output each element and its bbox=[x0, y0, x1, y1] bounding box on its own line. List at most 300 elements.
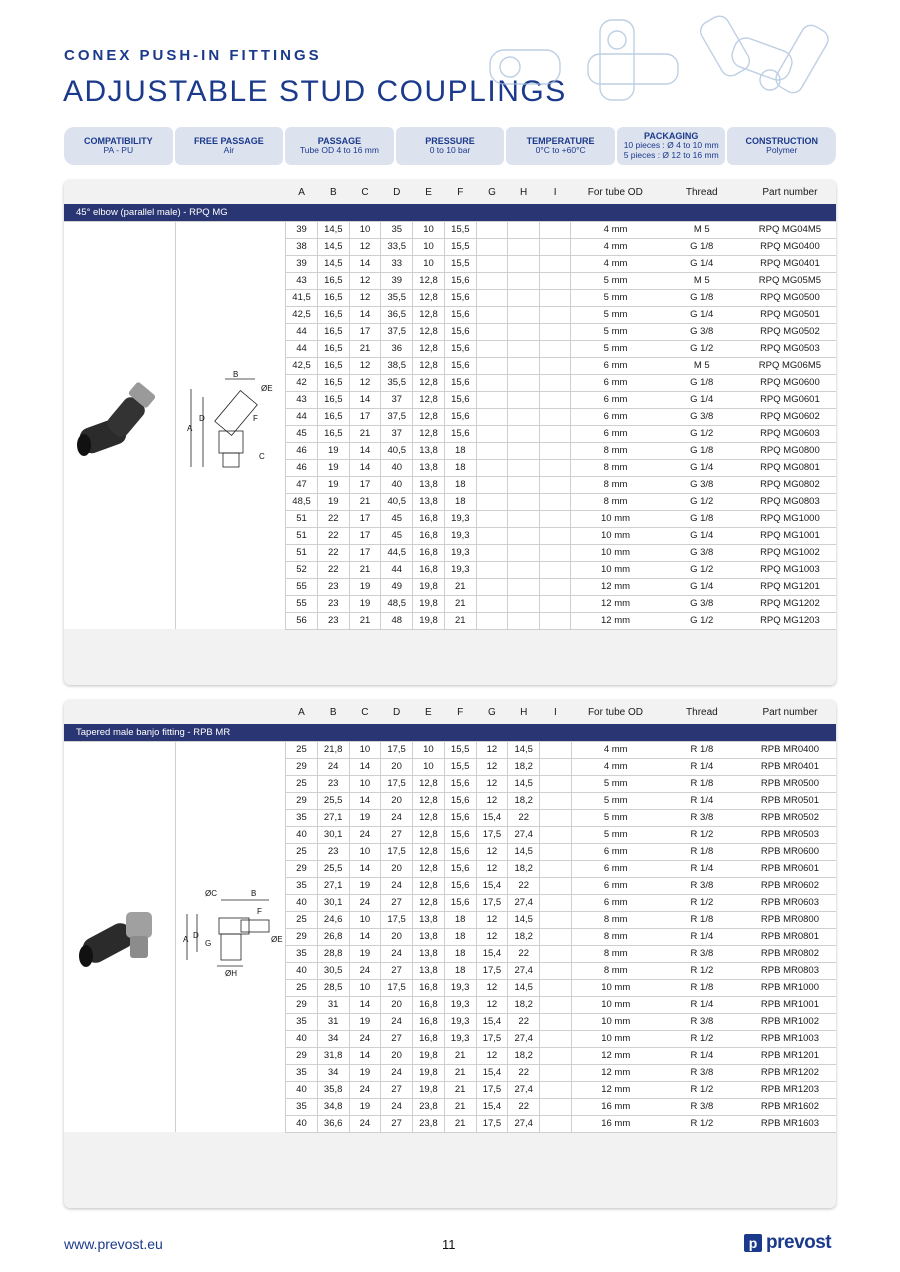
part-number-cell: RPQ MG1201 bbox=[744, 578, 836, 595]
tube-od-cell: 4 mm bbox=[571, 758, 660, 775]
dim-i-cell bbox=[540, 758, 571, 775]
dim-i-cell bbox=[539, 595, 571, 612]
tube-port bbox=[77, 434, 91, 456]
banjo-head bbox=[126, 912, 152, 938]
dim-b-cell: 34,8 bbox=[317, 1098, 349, 1115]
dim-d-cell: 24 bbox=[381, 945, 413, 962]
dim-i-cell bbox=[540, 741, 571, 758]
dim-e-cell: 12,8 bbox=[412, 775, 444, 792]
dim-b-cell: 23 bbox=[317, 595, 349, 612]
dimension-label: D bbox=[192, 931, 199, 941]
dim-e-cell: 13,8 bbox=[413, 459, 445, 476]
dim-e-cell: 12,8 bbox=[412, 826, 444, 843]
part-number-cell: RPB MR0802 bbox=[744, 945, 836, 962]
dim-d-cell: 40,5 bbox=[381, 442, 413, 459]
website-link[interactable]: www.prevost.eu bbox=[64, 1236, 163, 1252]
thread-outline bbox=[223, 453, 239, 467]
dim-i-cell bbox=[539, 408, 571, 425]
dim-f-cell: 15,6 bbox=[444, 340, 476, 357]
dim-i-cell bbox=[540, 1047, 571, 1064]
dim-f-cell: 15,6 bbox=[444, 792, 476, 809]
dim-i-cell bbox=[540, 945, 571, 962]
thread-cell: R 1/8 bbox=[660, 911, 744, 928]
dim-b-cell: 22 bbox=[317, 544, 349, 561]
dim-g-cell: 12 bbox=[476, 775, 508, 792]
dim-f-cell: 18 bbox=[444, 962, 476, 979]
dim-e-cell: 16,8 bbox=[413, 544, 445, 561]
dim-c-cell: 14 bbox=[349, 459, 381, 476]
thread-cell: R 1/2 bbox=[660, 826, 744, 843]
tube-od-cell: 6 mm bbox=[571, 408, 660, 425]
tube-port bbox=[79, 945, 93, 967]
dim-g-cell bbox=[476, 221, 508, 238]
dim-b-cell: 28,8 bbox=[317, 945, 349, 962]
dim-h-cell bbox=[508, 527, 540, 544]
tube-od-cell: 4 mm bbox=[571, 255, 660, 272]
dim-f-cell: 18 bbox=[444, 493, 476, 510]
dim-h-cell bbox=[508, 493, 540, 510]
dim-b-cell: 34 bbox=[317, 1030, 349, 1047]
part-number-cell: RPB MR1001 bbox=[744, 996, 836, 1013]
dim-i-cell bbox=[540, 877, 571, 894]
parts-table-rpq-mg bbox=[64, 180, 836, 630]
dim-a-cell: 45 bbox=[286, 425, 318, 442]
dim-e-cell: 13,8 bbox=[413, 493, 445, 510]
thread-cell: G 1/8 bbox=[660, 510, 744, 527]
dim-c-cell: 19 bbox=[349, 578, 381, 595]
dim-d-cell: 20 bbox=[381, 792, 413, 809]
part-number-cell: RPQ MG1002 bbox=[744, 544, 836, 561]
dim-b-cell: 19 bbox=[317, 493, 349, 510]
dim-d-cell: 27 bbox=[381, 1115, 413, 1132]
dim-e-cell: 12,8 bbox=[412, 894, 444, 911]
dim-b-cell: 19 bbox=[317, 476, 349, 493]
dim-b-cell: 25,5 bbox=[317, 792, 349, 809]
dim-e-cell: 12,8 bbox=[413, 340, 445, 357]
dim-c-cell: 17 bbox=[349, 544, 381, 561]
dim-a-cell: 42,5 bbox=[286, 357, 318, 374]
dim-h-cell: 27,4 bbox=[508, 826, 540, 843]
part-number-cell: RPB MR0800 bbox=[744, 911, 836, 928]
dim-a-cell: 25 bbox=[286, 843, 318, 860]
dim-i-cell bbox=[539, 255, 571, 272]
dim-g-cell: 12 bbox=[476, 741, 508, 758]
dim-b-cell: 30,1 bbox=[317, 894, 349, 911]
dim-b-cell: 22 bbox=[317, 561, 349, 578]
dim-d-cell: 24 bbox=[381, 809, 413, 826]
thread-cell: G 1/8 bbox=[660, 374, 744, 391]
table-header-row bbox=[64, 700, 836, 724]
dim-e-cell: 12,8 bbox=[412, 843, 444, 860]
dim-h-cell bbox=[508, 221, 540, 238]
dim-d-cell: 37,5 bbox=[381, 408, 413, 425]
part-number-cell: RPQ MG0502 bbox=[744, 323, 836, 340]
spec-label: PACKAGING bbox=[644, 131, 699, 142]
dim-f-cell: 18 bbox=[444, 476, 476, 493]
dim-a-cell: 42 bbox=[286, 374, 318, 391]
dim-e-cell: 10 bbox=[412, 758, 444, 775]
dim-g-cell bbox=[476, 340, 508, 357]
dim-g-cell bbox=[476, 255, 508, 272]
dim-c-cell: 21 bbox=[349, 493, 381, 510]
banjo-fitting-photo bbox=[70, 890, 170, 980]
column-header: Thread bbox=[686, 706, 718, 718]
dimension-label: C bbox=[258, 451, 265, 461]
dim-d-cell: 37 bbox=[381, 425, 413, 442]
dim-i-cell bbox=[539, 340, 571, 357]
spec-label: COMPATIBILITY bbox=[83, 135, 153, 146]
tube-od-cell: 8 mm bbox=[571, 962, 660, 979]
dim-a-cell: 56 bbox=[286, 612, 318, 629]
dim-g-cell bbox=[476, 425, 508, 442]
dim-i-cell bbox=[540, 792, 571, 809]
tube-od-cell: 10 mm bbox=[571, 544, 660, 561]
dim-f-cell: 19,3 bbox=[444, 996, 476, 1013]
part-number-cell: RPB MR0601 bbox=[744, 860, 836, 877]
dim-i-cell bbox=[539, 306, 571, 323]
dim-b-cell: 16,5 bbox=[317, 340, 349, 357]
dim-a-cell: 44 bbox=[286, 340, 318, 357]
thread-cell: R 3/8 bbox=[660, 809, 744, 826]
part-number-cell: RPQ MG1003 bbox=[744, 561, 836, 578]
tube-od-cell: 12 mm bbox=[571, 578, 660, 595]
dim-d-cell: 48,5 bbox=[381, 595, 413, 612]
fittings-illustration bbox=[470, 10, 850, 115]
thread-cell: G 1/4 bbox=[660, 578, 744, 595]
dim-b-cell: 24,6 bbox=[317, 911, 349, 928]
dim-c-cell: 24 bbox=[349, 1030, 381, 1047]
dim-a-cell: 25 bbox=[286, 775, 318, 792]
dim-c-cell: 10 bbox=[349, 741, 381, 758]
dim-d-cell: 17,5 bbox=[381, 911, 413, 928]
dim-f-cell: 18 bbox=[444, 945, 476, 962]
dim-g-cell: 17,5 bbox=[476, 962, 508, 979]
thread-cell: G 1/4 bbox=[660, 391, 744, 408]
dim-f-cell: 19,3 bbox=[444, 1030, 476, 1047]
dim-g-cell bbox=[476, 374, 508, 391]
dim-d-cell: 39 bbox=[381, 272, 413, 289]
dim-g-cell bbox=[476, 527, 508, 544]
dim-i-cell bbox=[539, 493, 571, 510]
thread-cell: R 1/4 bbox=[660, 860, 744, 877]
dim-g-cell bbox=[476, 510, 508, 527]
column-header: E bbox=[425, 706, 432, 718]
dim-f-cell: 21 bbox=[444, 1047, 476, 1064]
dim-d-cell: 20 bbox=[381, 1047, 413, 1064]
dim-b-cell: 16,5 bbox=[317, 357, 349, 374]
dim-d-cell: 35,5 bbox=[381, 289, 413, 306]
dim-g-cell: 12 bbox=[476, 843, 508, 860]
dim-d-cell: 48 bbox=[381, 612, 413, 629]
dim-e-cell: 19,8 bbox=[412, 1064, 444, 1081]
tube-od-cell: 4 mm bbox=[571, 221, 660, 238]
dim-f-cell: 15,6 bbox=[444, 408, 476, 425]
product-photo-cell bbox=[64, 221, 176, 629]
table-panel-rpb-mr bbox=[64, 700, 836, 1208]
section-title-row bbox=[64, 204, 836, 221]
dim-h-cell bbox=[508, 323, 540, 340]
dim-h-cell bbox=[508, 238, 540, 255]
dim-h-cell bbox=[508, 357, 540, 374]
dim-a-cell: 40 bbox=[286, 1081, 318, 1098]
tube-od-cell: 5 mm bbox=[571, 340, 660, 357]
dim-g-cell bbox=[476, 408, 508, 425]
dim-g-cell: 12 bbox=[476, 1047, 508, 1064]
tube-od-cell: 5 mm bbox=[571, 792, 660, 809]
dim-h-cell: 18,2 bbox=[508, 928, 540, 945]
dim-g-cell: 12 bbox=[476, 860, 508, 877]
dim-i-cell bbox=[539, 578, 571, 595]
tube-od-cell: 5 mm bbox=[571, 289, 660, 306]
column-header: G bbox=[488, 186, 496, 198]
thread-cell: G 1/4 bbox=[660, 255, 744, 272]
part-number-cell: RPQ MG1203 bbox=[744, 612, 836, 629]
dim-d-cell: 37,5 bbox=[381, 323, 413, 340]
dim-c-cell: 24 bbox=[349, 1115, 381, 1132]
tube-od-cell: 10 mm bbox=[571, 561, 660, 578]
thread-cell: G 1/4 bbox=[660, 527, 744, 544]
tube-od-cell: 4 mm bbox=[571, 238, 660, 255]
dim-c-cell: 21 bbox=[349, 561, 381, 578]
part-number-cell: RPQ MG0601 bbox=[744, 391, 836, 408]
dim-h-cell bbox=[508, 272, 540, 289]
dim-c-cell: 10 bbox=[349, 775, 381, 792]
dim-i-cell bbox=[539, 374, 571, 391]
dim-h-cell: 27,4 bbox=[508, 1115, 540, 1132]
dim-a-cell: 40 bbox=[286, 826, 318, 843]
page-number: 11 bbox=[442, 1237, 456, 1252]
dim-c-cell: 19 bbox=[349, 1013, 381, 1030]
thread-cell: R 1/4 bbox=[660, 996, 744, 1013]
header-image-spacer bbox=[64, 180, 286, 204]
dim-b-cell: 19 bbox=[317, 442, 349, 459]
dim-h-cell bbox=[508, 306, 540, 323]
dim-d-cell: 17,5 bbox=[381, 979, 413, 996]
dim-a-cell: 41,5 bbox=[286, 289, 318, 306]
part-number-cell: RPQ MG1001 bbox=[744, 527, 836, 544]
thread-cell: G 3/8 bbox=[660, 476, 744, 493]
dim-i-cell bbox=[540, 843, 571, 860]
dim-d-cell: 36,5 bbox=[381, 306, 413, 323]
dim-i-cell bbox=[540, 894, 571, 911]
tube-od-cell: 5 mm bbox=[571, 323, 660, 340]
dim-b-cell: 26,8 bbox=[317, 928, 349, 945]
dim-c-cell: 17 bbox=[349, 510, 381, 527]
dim-i-cell bbox=[539, 476, 571, 493]
part-number-cell: RPQ MG1000 bbox=[744, 510, 836, 527]
tube-od-cell: 5 mm bbox=[571, 826, 660, 843]
dim-c-cell: 24 bbox=[349, 962, 381, 979]
dim-g-cell: 17,5 bbox=[476, 894, 508, 911]
dim-g-cell: 17,5 bbox=[476, 1030, 508, 1047]
header-image-spacer bbox=[64, 700, 286, 724]
dim-i-cell bbox=[540, 1098, 571, 1115]
dim-f-cell: 19,3 bbox=[444, 1013, 476, 1030]
dim-h-cell: 22 bbox=[508, 809, 540, 826]
thread-cell: G 1/2 bbox=[660, 612, 744, 629]
banjo-outline bbox=[219, 918, 249, 934]
part-number-cell: RPQ MG0800 bbox=[744, 442, 836, 459]
dim-a-cell: 25 bbox=[286, 979, 318, 996]
column-header: Part number bbox=[762, 186, 818, 198]
dim-e-cell: 16,8 bbox=[413, 510, 445, 527]
tube-od-cell: 10 mm bbox=[571, 996, 660, 1013]
dim-i-cell bbox=[540, 1030, 571, 1047]
dim-c-cell: 21 bbox=[349, 612, 381, 629]
dimension-label: F bbox=[256, 907, 262, 917]
dim-a-cell: 35 bbox=[286, 877, 318, 894]
dim-f-cell: 21 bbox=[444, 595, 476, 612]
table-row bbox=[64, 221, 836, 238]
part-number-cell: RPB MR0401 bbox=[744, 758, 836, 775]
dim-b-cell: 28,5 bbox=[317, 979, 349, 996]
part-number-cell: RPB MR0801 bbox=[744, 928, 836, 945]
dim-c-cell: 10 bbox=[349, 911, 381, 928]
dim-c-cell: 19 bbox=[349, 877, 381, 894]
dim-e-cell: 16,8 bbox=[412, 979, 444, 996]
dim-e-cell: 12,8 bbox=[413, 425, 445, 442]
dim-a-cell: 35 bbox=[286, 1013, 318, 1030]
thread-cell: M 5 bbox=[660, 221, 744, 238]
column-header: A bbox=[298, 706, 305, 718]
dim-e-cell: 19,8 bbox=[412, 1081, 444, 1098]
part-number-cell: RPQ MG0401 bbox=[744, 255, 836, 272]
dim-d-cell: 40 bbox=[381, 459, 413, 476]
dim-c-cell: 12 bbox=[349, 238, 381, 255]
dim-g-cell: 15,4 bbox=[476, 1013, 508, 1030]
dimension-label: A bbox=[186, 423, 193, 433]
part-number-cell: RPB MR0600 bbox=[744, 843, 836, 860]
dim-e-cell: 12,8 bbox=[413, 306, 445, 323]
dim-h-cell: 18,2 bbox=[508, 860, 540, 877]
prevost-logo bbox=[744, 1232, 831, 1254]
dim-f-cell: 15,5 bbox=[444, 741, 476, 758]
column-header: D bbox=[393, 186, 401, 198]
dim-e-cell: 13,8 bbox=[412, 945, 444, 962]
dim-e-cell: 13,8 bbox=[413, 476, 445, 493]
dim-f-cell: 18 bbox=[444, 928, 476, 945]
dim-d-cell: 27 bbox=[381, 894, 413, 911]
table-header-row bbox=[64, 180, 836, 204]
dim-a-cell: 29 bbox=[286, 860, 318, 877]
dim-g-cell: 15,4 bbox=[476, 1098, 508, 1115]
dim-e-cell: 12,8 bbox=[413, 408, 445, 425]
dim-b-cell: 25,5 bbox=[317, 860, 349, 877]
dim-b-cell: 16,5 bbox=[317, 425, 349, 442]
thread-cell: G 1/8 bbox=[660, 238, 744, 255]
part-number-cell: RPQ MG0802 bbox=[744, 476, 836, 493]
dim-b-cell: 16,5 bbox=[317, 306, 349, 323]
dim-d-cell: 20 bbox=[381, 996, 413, 1013]
part-number-cell: RPQ MG0600 bbox=[744, 374, 836, 391]
elbow-45-dimension-drawing bbox=[181, 369, 281, 479]
column-header: C bbox=[361, 706, 369, 718]
dim-g-cell: 15,4 bbox=[476, 877, 508, 894]
tube-od-cell: 8 mm bbox=[571, 911, 660, 928]
thread-cell: G 3/8 bbox=[660, 408, 744, 425]
tube-od-cell: 8 mm bbox=[571, 928, 660, 945]
dim-e-cell: 16,8 bbox=[412, 996, 444, 1013]
part-number-cell: RPB MR1201 bbox=[744, 1047, 836, 1064]
spec-label: TEMPERATURE bbox=[526, 135, 595, 146]
dim-g-cell: 17,5 bbox=[476, 1115, 508, 1132]
dim-a-cell: 46 bbox=[286, 442, 318, 459]
dim-f-cell: 15,6 bbox=[444, 425, 476, 442]
thread-cell: R 3/8 bbox=[660, 1013, 744, 1030]
dim-a-cell: 44 bbox=[286, 323, 318, 340]
tube-od-cell: 10 mm bbox=[571, 527, 660, 544]
dim-h-cell: 22 bbox=[508, 1064, 540, 1081]
dim-h-cell bbox=[508, 340, 540, 357]
dim-g-cell bbox=[476, 391, 508, 408]
thread-cell: R 1/2 bbox=[660, 1081, 744, 1098]
dim-f-cell: 15,6 bbox=[444, 306, 476, 323]
part-number-cell: RPQ MG1202 bbox=[744, 595, 836, 612]
dim-b-cell: 16,5 bbox=[317, 391, 349, 408]
dim-g-cell: 15,4 bbox=[476, 809, 508, 826]
dim-c-cell: 12 bbox=[349, 289, 381, 306]
logo-text: prevost bbox=[766, 1232, 832, 1253]
column-header: For tube OD bbox=[587, 706, 643, 718]
dim-g-cell: 12 bbox=[476, 792, 508, 809]
dim-i-cell bbox=[540, 775, 571, 792]
dim-f-cell: 21 bbox=[444, 1064, 476, 1081]
part-number-cell: RPB MR1603 bbox=[744, 1115, 836, 1132]
tube-od-cell: 8 mm bbox=[571, 476, 660, 493]
dim-h-cell: 18,2 bbox=[508, 996, 540, 1013]
dim-b-cell: 34 bbox=[317, 1064, 349, 1081]
dim-d-cell: 37 bbox=[381, 391, 413, 408]
spec-compatibility bbox=[64, 127, 173, 165]
dim-e-cell: 13,8 bbox=[412, 962, 444, 979]
dim-e-cell: 19,8 bbox=[412, 1047, 444, 1064]
dim-e-cell: 16,8 bbox=[412, 1013, 444, 1030]
dim-i-cell bbox=[540, 1013, 571, 1030]
dim-f-cell: 21 bbox=[444, 578, 476, 595]
dim-f-cell: 21 bbox=[444, 1115, 476, 1132]
part-number-cell: RPQ MG0501 bbox=[744, 306, 836, 323]
dim-b-cell: 31 bbox=[317, 996, 349, 1013]
dim-f-cell: 15,5 bbox=[444, 255, 476, 272]
dim-g-cell: 15,4 bbox=[476, 1064, 508, 1081]
dim-b-cell: 35,8 bbox=[317, 1081, 349, 1098]
dim-h-cell bbox=[508, 578, 540, 595]
dim-c-cell: 14 bbox=[349, 928, 381, 945]
page-title: ADJUSTABLE STUD COUPLINGS bbox=[63, 75, 567, 108]
dimension-label: D bbox=[198, 413, 205, 423]
dim-c-cell: 19 bbox=[349, 945, 381, 962]
dimension-drawing-cell bbox=[176, 741, 286, 1132]
tube-od-cell: 10 mm bbox=[571, 979, 660, 996]
dim-h-cell bbox=[508, 425, 540, 442]
dim-a-cell: 39 bbox=[286, 255, 318, 272]
column-header: G bbox=[488, 706, 496, 718]
dim-f-cell: 19,3 bbox=[444, 527, 476, 544]
dim-f-cell: 18 bbox=[444, 911, 476, 928]
thread-cell: R 1/4 bbox=[660, 792, 744, 809]
dim-e-cell: 13,8 bbox=[413, 442, 445, 459]
dim-g-cell bbox=[476, 442, 508, 459]
dim-a-cell: 39 bbox=[286, 221, 318, 238]
dim-d-cell: 27 bbox=[381, 1081, 413, 1098]
dimension-label: A bbox=[182, 935, 189, 945]
dim-h-cell bbox=[508, 612, 540, 629]
dim-a-cell: 29 bbox=[286, 1047, 318, 1064]
dim-i-cell bbox=[540, 928, 571, 945]
dim-i-cell bbox=[540, 809, 571, 826]
tube-od-cell: 10 mm bbox=[571, 1013, 660, 1030]
spec-value: Polymer bbox=[766, 145, 798, 156]
